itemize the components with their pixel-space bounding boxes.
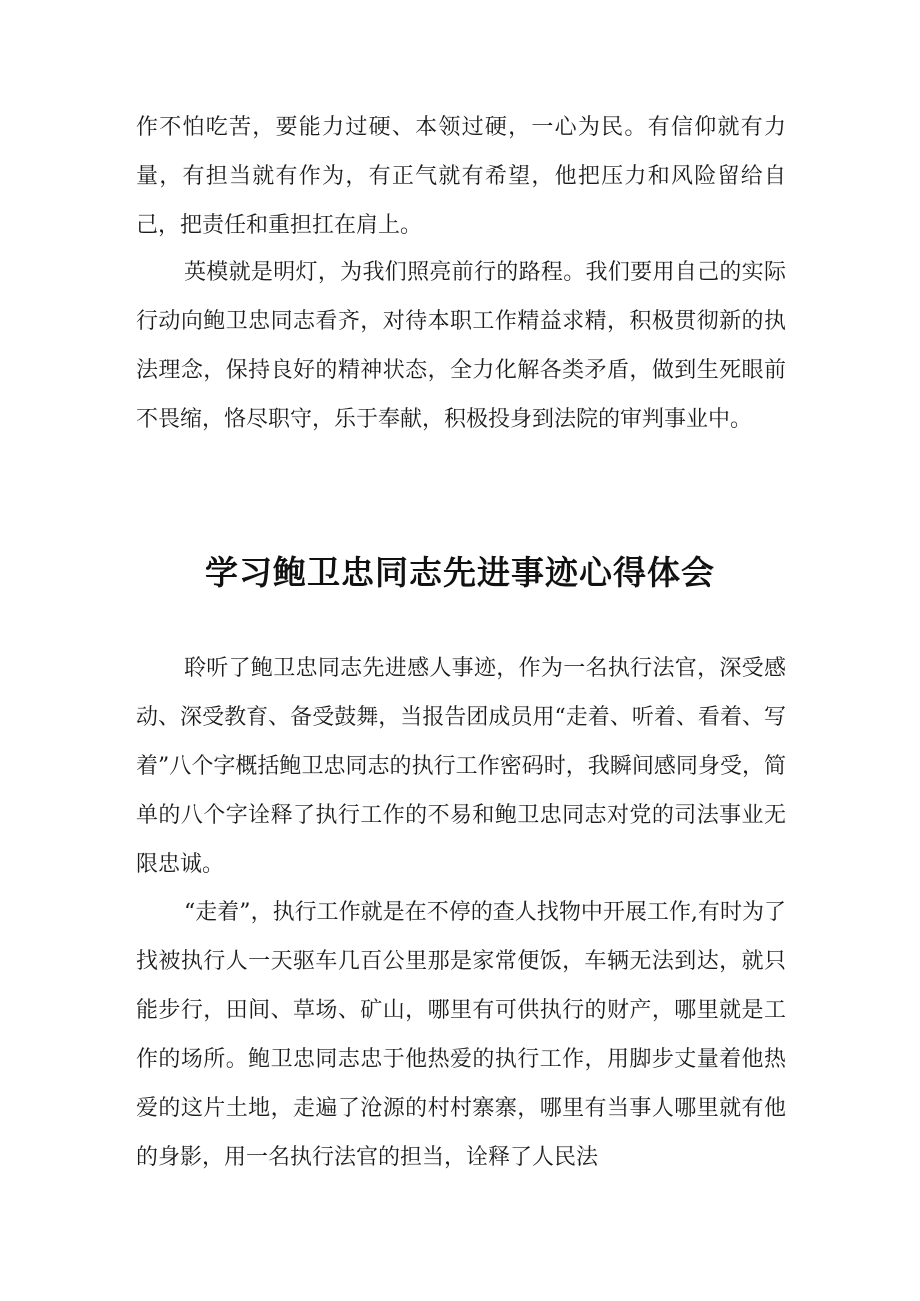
paragraph-continuation: 作不怕吃苦，要能力过硬、本领过硬，一心为民。有信仰就有力量，有担当就有作为，有正气就有希望，他把压力和风险留给自己，把责任和重担扛在肩上。	[136, 115, 786, 238]
paragraph-intro: 聆听了鲍卫忠同志先进感人事迹，作为一名执行法官，深受感动、深受教育、备受鼓舞，当报告团成员用“走着、听着、看着、写着”八个字概括鲍卫忠同志的执行工作密码时，我瞬间感同身受，简单的八个字诠释了执行工作的不易和鲍卫忠同志对党的司法事业无限忠诚。	[136, 656, 786, 877]
paragraph-role-model: 英模就是明灯，为我们照亮前行的路程。我们要用自己的实际行动向鲍卫忠同志看齐，对待本职工作精益求精，积极贯彻新的执法理念，保持良好的精神状态，全力化解各类矛盾，做到生死眼前不畏缩，恪尽职守，乐于奉献，积极投身到法院的审判事业中。	[136, 260, 786, 432]
paragraph-walking: “走着”，执行工作就是在不停的查人找物中开展工作,有时为了找被执行人一天驱车几百公里那是家常便饭，车辆无法到达，就只能步行，田间、草场、矿山，哪里有可供执行的财产，哪里就是工作的场所。鲍卫忠同志忠于他热爱的执行工作，用脚步丈量着他热爱的这片土地，走遍了沧源的村村寨寨，哪里有当事人哪里就有他的身影，用一名执行法官的担当，诠释了人民法	[136, 900, 786, 1170]
page-title: 学习鲍卫忠同志先进事迹心得体会	[205, 553, 715, 592]
